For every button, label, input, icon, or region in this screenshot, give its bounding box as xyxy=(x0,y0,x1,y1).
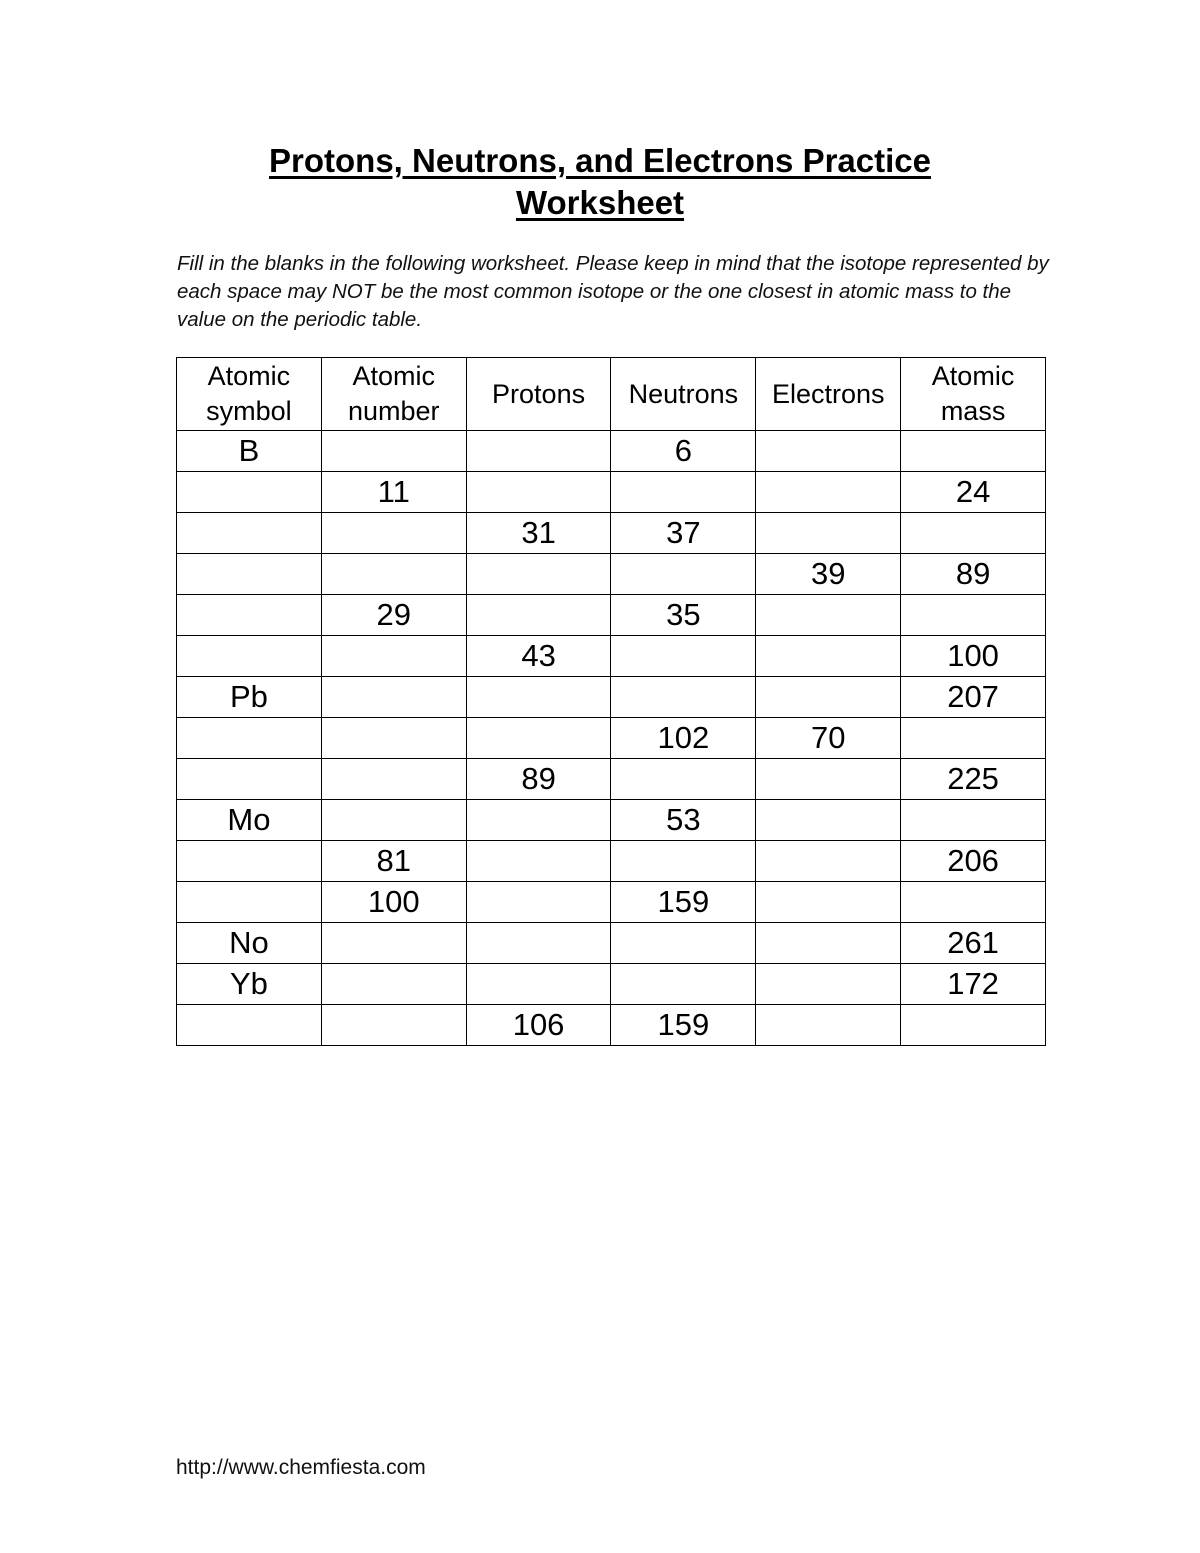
cell-atomic-symbol: B xyxy=(177,431,322,472)
title-line-1: Protons, Neutrons, and Electrons Practice xyxy=(269,142,931,179)
cell-electrons xyxy=(756,513,901,554)
cell-atomic-mass xyxy=(901,800,1046,841)
header-neutrons xyxy=(611,358,756,431)
cell-atomic-symbol xyxy=(177,554,322,595)
cell-neutrons: 53 xyxy=(611,800,756,841)
cell-neutrons: 159 xyxy=(611,1005,756,1046)
cell-neutrons: 159 xyxy=(611,882,756,923)
cell-protons xyxy=(466,841,611,882)
table-row xyxy=(177,513,1046,554)
cell-electrons xyxy=(756,964,901,1005)
cell-protons: 43 xyxy=(466,636,611,677)
cell-protons xyxy=(466,964,611,1005)
cell-neutrons xyxy=(611,636,756,677)
cell-atomic-mass: 172 xyxy=(901,964,1046,1005)
cell-electrons xyxy=(756,431,901,472)
cell-atomic-symbol xyxy=(177,1005,322,1046)
cell-atomic-mass xyxy=(901,718,1046,759)
cell-atomic-symbol xyxy=(177,882,322,923)
header-line: number xyxy=(347,396,440,426)
cell-atomic-number xyxy=(321,636,466,677)
table-row xyxy=(177,554,1046,595)
cell-electrons: 39 xyxy=(756,554,901,595)
cell-atomic-symbol xyxy=(177,718,322,759)
cell-atomic-mass xyxy=(901,595,1046,636)
header-atomic-number xyxy=(321,358,466,431)
cell-electrons xyxy=(756,882,901,923)
table-row xyxy=(177,431,1046,472)
header-protons xyxy=(466,358,611,431)
cell-atomic-number: 29 xyxy=(321,595,466,636)
cell-electrons xyxy=(756,1005,901,1046)
cell-atomic-number xyxy=(321,677,466,718)
table-row xyxy=(177,1005,1046,1046)
cell-atomic-mass: 24 xyxy=(901,472,1046,513)
cell-neutrons: 35 xyxy=(611,595,756,636)
cell-electrons xyxy=(756,923,901,964)
cell-protons xyxy=(466,472,611,513)
cell-neutrons xyxy=(611,472,756,513)
header-atomic-symbol xyxy=(177,358,322,431)
header-electrons xyxy=(756,358,901,431)
cell-protons xyxy=(466,882,611,923)
table-row xyxy=(177,923,1046,964)
cell-neutrons: 102 xyxy=(611,718,756,759)
cell-atomic-mass: 89 xyxy=(901,554,1046,595)
cell-atomic-mass: 207 xyxy=(901,677,1046,718)
cell-protons xyxy=(466,431,611,472)
cell-protons: 31 xyxy=(466,513,611,554)
cell-electrons xyxy=(756,636,901,677)
cell-atomic-number xyxy=(321,431,466,472)
header-line: Electrons xyxy=(771,378,885,409)
header-line: mass xyxy=(940,396,1006,426)
cell-atomic-mass xyxy=(901,513,1046,554)
header-line: Atomic xyxy=(207,361,291,391)
cell-atomic-mass: 261 xyxy=(901,923,1046,964)
cell-electrons xyxy=(756,841,901,882)
table-row xyxy=(177,759,1046,800)
cell-protons xyxy=(466,595,611,636)
header-line: Atomic xyxy=(352,361,435,391)
cell-protons xyxy=(466,554,611,595)
table-row xyxy=(177,882,1046,923)
table-body xyxy=(177,431,1046,1046)
table-row xyxy=(177,718,1046,759)
cell-protons xyxy=(466,718,611,759)
cell-electrons xyxy=(756,472,901,513)
cell-atomic-symbol xyxy=(177,841,322,882)
cell-atomic-symbol: Mo xyxy=(177,800,322,841)
table-row xyxy=(177,841,1046,882)
cell-atomic-number xyxy=(321,800,466,841)
cell-atomic-number xyxy=(321,759,466,800)
header-line: Protons xyxy=(492,378,586,409)
table-row xyxy=(177,677,1046,718)
cell-atomic-mass: 100 xyxy=(901,636,1046,677)
footer-url: http://www.chemfiesta.com xyxy=(176,1456,426,1479)
table-row xyxy=(177,595,1046,636)
table-row xyxy=(177,636,1046,677)
instructions-text: Fill in the blanks in the following worksheet. Please keep in mind that the isotope represented by each space may NOT be the most common isotope or the one closest in atomic mass to the value on the periodic table. xyxy=(177,252,1049,331)
cell-protons xyxy=(466,800,611,841)
cell-atomic-symbol: Yb xyxy=(177,964,322,1005)
cell-atomic-symbol xyxy=(177,595,322,636)
cell-neutrons: 37 xyxy=(611,513,756,554)
cell-neutrons xyxy=(611,759,756,800)
cell-neutrons xyxy=(611,923,756,964)
header-line: Atomic xyxy=(931,361,1015,391)
cell-protons: 106 xyxy=(466,1005,611,1046)
cell-atomic-number: 81 xyxy=(321,841,466,882)
cell-electrons: 70 xyxy=(756,718,901,759)
cell-atomic-mass: 206 xyxy=(901,841,1046,882)
header-atomic-mass xyxy=(901,358,1046,431)
cell-neutrons xyxy=(611,964,756,1005)
cell-electrons xyxy=(756,800,901,841)
cell-atomic-number: 100 xyxy=(321,882,466,923)
cell-neutrons xyxy=(611,677,756,718)
cell-neutrons xyxy=(611,554,756,595)
cell-atomic-number xyxy=(321,1005,466,1046)
table-header-row xyxy=(177,358,1046,431)
header-line: symbol xyxy=(206,396,292,426)
cell-electrons xyxy=(756,759,901,800)
cell-electrons xyxy=(756,677,901,718)
cell-neutrons xyxy=(611,841,756,882)
cell-atomic-mass xyxy=(901,882,1046,923)
worksheet-table xyxy=(176,357,1046,1046)
cell-atomic-number xyxy=(321,718,466,759)
table-row xyxy=(177,964,1046,1005)
cell-atomic-mass: 225 xyxy=(901,759,1046,800)
cell-protons xyxy=(466,677,611,718)
title-line-2: Worksheet xyxy=(515,184,685,221)
cell-atomic-symbol: Pb xyxy=(177,677,322,718)
cell-atomic-mass xyxy=(901,1005,1046,1046)
cell-atomic-number xyxy=(321,964,466,1005)
cell-atomic-number xyxy=(321,923,466,964)
cell-atomic-symbol xyxy=(177,759,322,800)
worksheet-title xyxy=(0,140,1200,224)
cell-atomic-mass xyxy=(901,431,1046,472)
cell-atomic-number: 11 xyxy=(321,472,466,513)
table-row xyxy=(177,472,1046,513)
table-row xyxy=(177,800,1046,841)
cell-neutrons: 6 xyxy=(611,431,756,472)
cell-atomic-number xyxy=(321,554,466,595)
cell-atomic-symbol xyxy=(177,472,322,513)
cell-atomic-symbol xyxy=(177,513,322,554)
cell-protons: 89 xyxy=(466,759,611,800)
cell-atomic-symbol xyxy=(177,636,322,677)
header-line: Neutrons xyxy=(628,378,739,409)
cell-atomic-number xyxy=(321,513,466,554)
cell-atomic-symbol: No xyxy=(177,923,322,964)
cell-protons xyxy=(466,923,611,964)
cell-electrons xyxy=(756,595,901,636)
